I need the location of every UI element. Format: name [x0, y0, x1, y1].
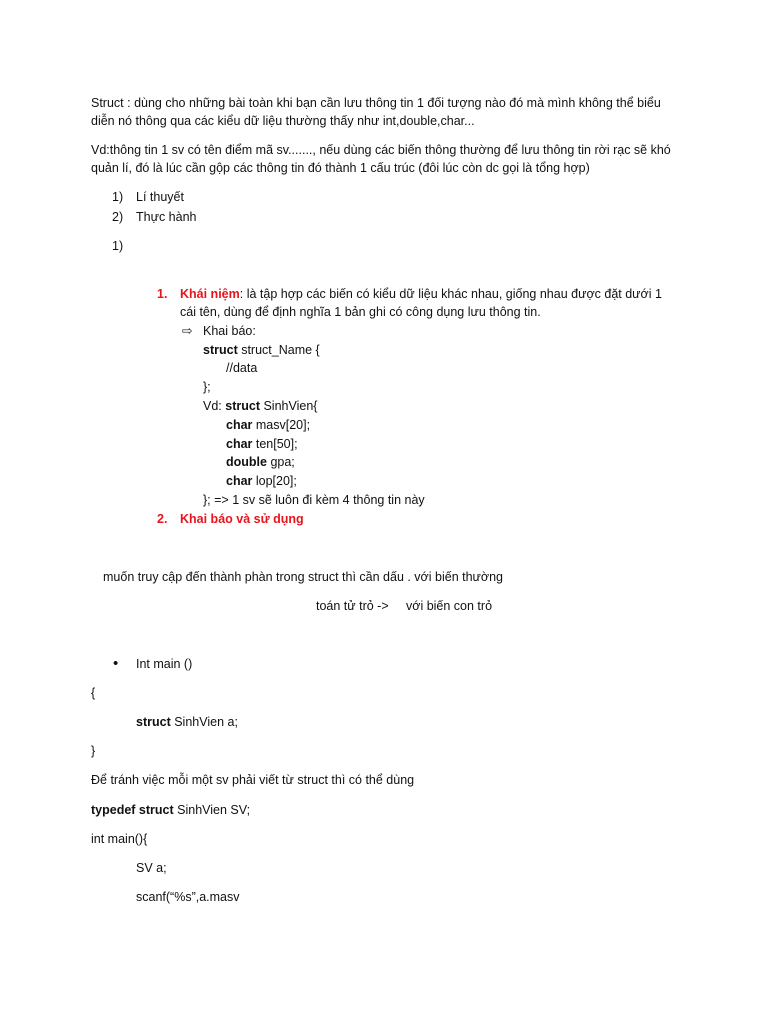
outline-item-1-text: Lí thuyết	[136, 190, 184, 204]
declare-label: Khai báo:	[203, 324, 256, 338]
struct-keyword: struct	[203, 343, 238, 357]
field-line	[226, 454, 295, 470]
main-signature: Int main ()	[136, 657, 193, 671]
example-line-2: quản lí, đó là lúc cần gộp các thông tin đó thành 1 cấu trúc (đôi lúc còn dc gọi là tổng hợp)	[91, 161, 590, 175]
main2-signature: int main(){	[91, 832, 148, 846]
arrow-icon: ⇨	[182, 324, 193, 338]
intro-line-1: Struct : dùng cho những bài toàn khi bạn cần lưu thông tin 1 đối tượng nào đó mà mình không thể biểu	[91, 96, 661, 110]
field-line	[226, 436, 298, 452]
main-close-brace: }	[91, 744, 96, 758]
example-struct-name: SinhVien{	[259, 399, 318, 413]
outline-item-1-number: 1)	[112, 190, 124, 204]
struct-keyword: struct	[225, 399, 260, 413]
typedef-line	[91, 802, 250, 818]
field-decl: lop[20];	[252, 474, 297, 488]
main2-scanf: scanf(“%s”,a.masv	[136, 890, 240, 904]
field-decl: gpa;	[266, 455, 295, 469]
typedef-rest: SinhVien SV;	[173, 803, 251, 817]
field-decl: ten[50];	[252, 437, 298, 451]
syntax-comment: //data	[226, 361, 258, 375]
outline-item-2-number: 2)	[112, 210, 124, 224]
example-line-1: Vd:thông tin 1 sv có tên điểm mã sv......., nếu dùng các biến thông thường để lưu thông tin rời rạc sẽ khó	[91, 143, 671, 157]
example-struct-close: }; => 1 sv sẽ luôn đi kèm 4 thông tin này	[203, 493, 425, 507]
section-1-title: Khái niệm	[180, 287, 240, 301]
bullet-icon: •	[113, 655, 119, 672]
section-1-line-2: cái tên, dùng để định nghĩa 1 bản ghi có công dụng lưu thông tin.	[180, 305, 541, 319]
field-line	[226, 473, 297, 489]
main2-decl: SV a;	[136, 861, 167, 875]
section-2-title: Khai báo và sử dụng	[180, 512, 304, 526]
main-decl: SinhVien a;	[170, 715, 238, 729]
section-1-text-1: : là tập hợp các biến có kiểu dữ liệu khác nhau, giống nhau được đặt dưới 1	[239, 287, 662, 301]
example-struct-open	[203, 398, 317, 414]
field-type: double	[226, 455, 267, 469]
pointer-text: với biến con trỏ	[406, 599, 493, 613]
outline-item-2-text: Thực hành	[136, 210, 197, 224]
example-prefix: Vd:	[203, 399, 226, 413]
pointer-operator: toán tử trỏ ->	[316, 599, 389, 613]
section-1-line-1	[180, 286, 662, 302]
typedef-keyword: typedef struct	[91, 803, 174, 817]
syntax-name: struct_Name {	[237, 343, 320, 357]
main-struct-decl	[136, 714, 238, 730]
field-type: char	[226, 418, 253, 432]
struct-keyword: struct	[136, 715, 171, 729]
field-decl: masv[20];	[252, 418, 311, 432]
field-line	[226, 417, 310, 433]
section-1-number: 1.	[157, 287, 168, 301]
main-open-brace: {	[91, 686, 96, 700]
syntax-close: };	[203, 380, 211, 394]
field-type: char	[226, 437, 253, 451]
access-line: muốn truy cập đến thành phàn trong struct thì cần dấu . với biến thường	[103, 570, 504, 584]
syntax-open-line	[203, 342, 320, 358]
intro-line-2: diễn nó thông qua các kiểu dữ liệu thường thấy như int,double,char...	[91, 114, 475, 128]
outline-repeat-number: 1)	[112, 239, 124, 253]
typedef-note: Để tránh việc mỗi một sv phải viết từ struct thì có thể dùng	[91, 773, 415, 787]
field-type: char	[226, 474, 253, 488]
section-2-number: 2.	[157, 512, 168, 526]
